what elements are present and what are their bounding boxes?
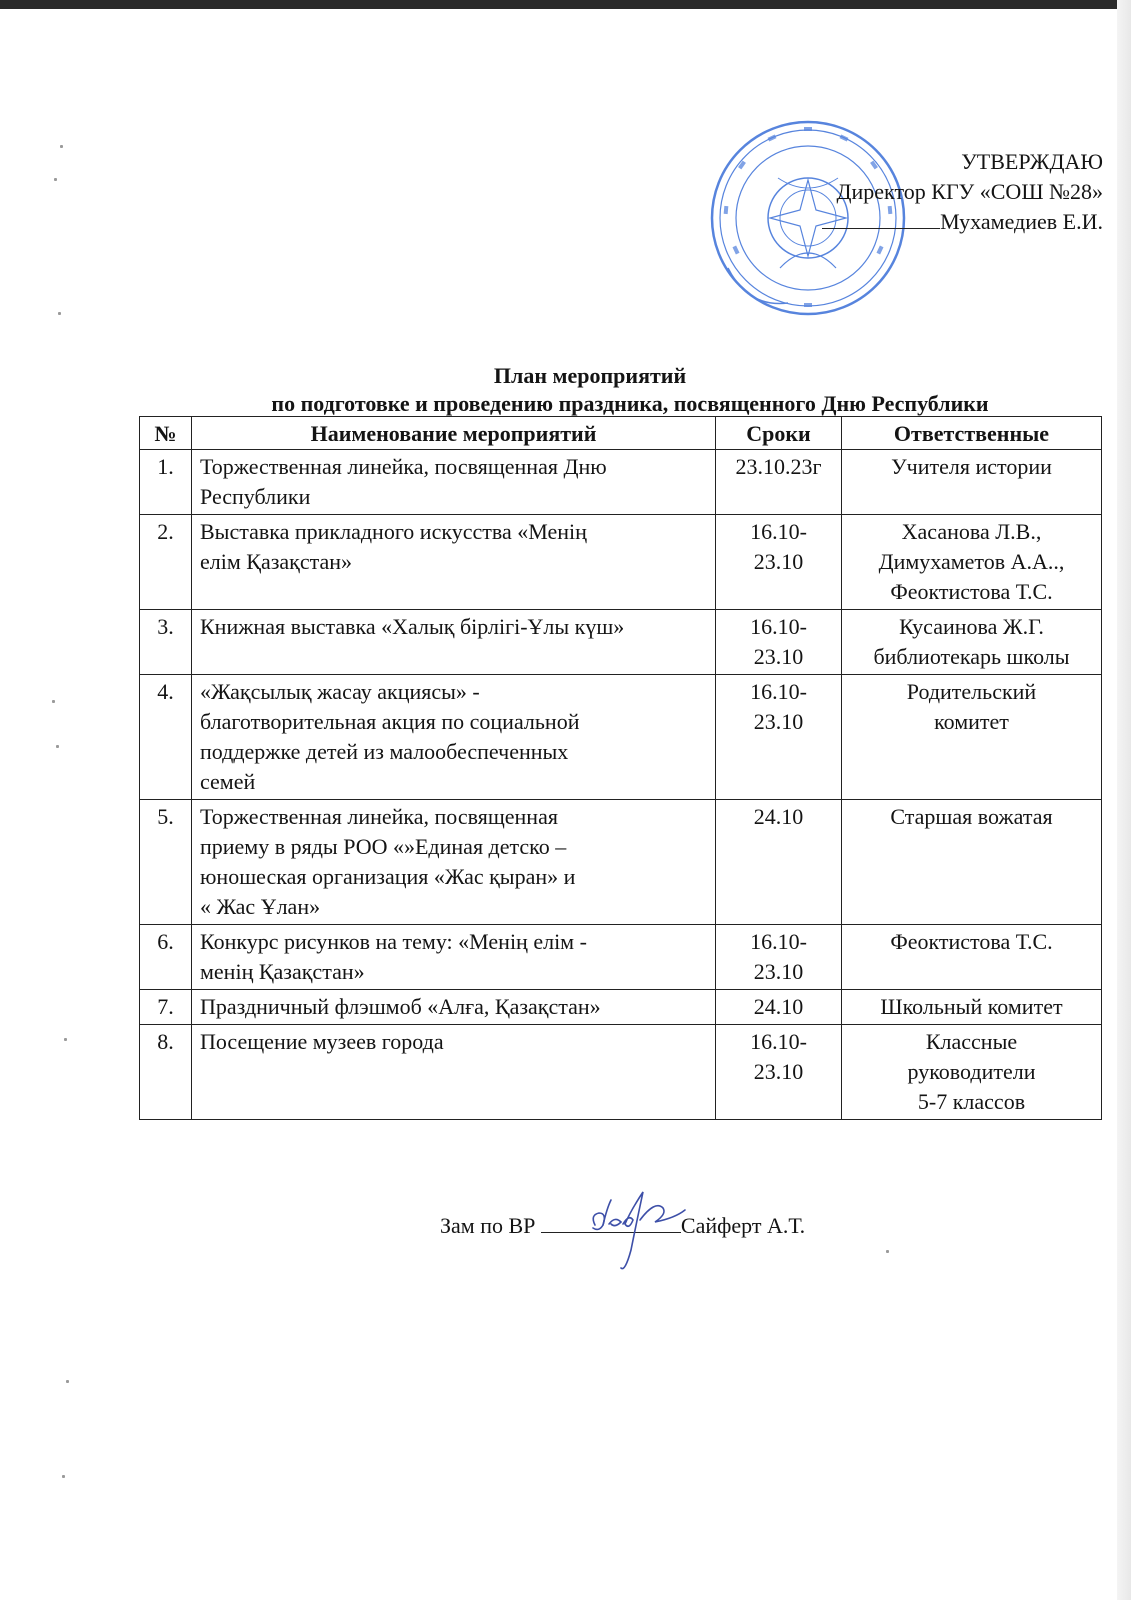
row-num: 7. bbox=[140, 990, 192, 1025]
event-name-line: « Жас Ұлан» bbox=[200, 894, 321, 919]
table-row bbox=[140, 800, 1102, 925]
event-name bbox=[192, 1025, 716, 1120]
event-responsible-line: Учителя истории bbox=[891, 454, 1052, 479]
scan-speck bbox=[52, 700, 55, 703]
event-term-line: 16.10- bbox=[750, 1029, 807, 1054]
event-name-line: поддержке детей из малообеспеченных bbox=[200, 739, 569, 764]
event-responsible bbox=[842, 610, 1102, 675]
event-term bbox=[716, 450, 842, 515]
event-term bbox=[716, 800, 842, 925]
event-name-line: Выставка прикладного искусства «Менің bbox=[200, 519, 587, 544]
scan-speck bbox=[886, 1250, 889, 1253]
scan-speck bbox=[54, 178, 57, 181]
header-num: № bbox=[140, 417, 192, 450]
event-responsible-line: комитет bbox=[934, 709, 1009, 734]
table-header-row bbox=[140, 417, 1102, 450]
scan-speck bbox=[62, 1475, 65, 1478]
approval-block bbox=[822, 147, 1103, 237]
event-term-line: 23.10 bbox=[753, 959, 804, 984]
signature-blank bbox=[822, 208, 940, 229]
event-responsible-line: Хасанова Л.В., bbox=[901, 519, 1042, 544]
event-name-line: «Жақсылық жасау акциясы» - bbox=[200, 679, 480, 704]
footer-position: Зам по ВР bbox=[440, 1213, 536, 1238]
event-term bbox=[716, 1025, 842, 1120]
table-row bbox=[140, 675, 1102, 800]
event-term-line: 23.10 bbox=[753, 1059, 804, 1084]
scan-speck bbox=[58, 312, 61, 315]
event-term-line: 24.10 bbox=[753, 804, 804, 829]
event-name-line: юношеская организация «Жас қыран» и bbox=[200, 864, 576, 889]
event-term-line: 23.10 bbox=[753, 549, 804, 574]
event-responsible bbox=[842, 450, 1102, 515]
event-responsible-line: Феоктистова Т.С. bbox=[890, 579, 1053, 604]
header-responsible: Ответственные bbox=[842, 417, 1102, 450]
event-name-line: приему в ряды РОО «»Единая детско – bbox=[200, 834, 567, 859]
row-num: 2. bbox=[140, 515, 192, 610]
event-responsible bbox=[842, 990, 1102, 1025]
handwritten-signature bbox=[585, 1180, 695, 1275]
event-responsible-line: Кусаинова Ж.Г. bbox=[899, 614, 1044, 639]
event-name bbox=[192, 800, 716, 925]
scan-speck bbox=[64, 1038, 67, 1041]
approval-name: Мухамедиев Е.И. bbox=[940, 209, 1103, 234]
event-term bbox=[716, 515, 842, 610]
table-row bbox=[140, 1025, 1102, 1120]
event-term bbox=[716, 610, 842, 675]
event-name-line: елім Қазақстан» bbox=[200, 549, 353, 574]
scan-top-border bbox=[0, 0, 1131, 9]
event-name bbox=[192, 515, 716, 610]
table-row bbox=[140, 610, 1102, 675]
row-num: 6. bbox=[140, 925, 192, 990]
event-name-line: семей bbox=[200, 769, 256, 794]
scan-right-edge bbox=[1117, 0, 1131, 1600]
event-name-line: Праздничный флэшмоб «Алға, Қазақстан» bbox=[200, 994, 601, 1019]
event-responsible-line: руководители bbox=[907, 1059, 1036, 1084]
event-term bbox=[716, 990, 842, 1025]
event-term-line: 23.10 bbox=[753, 709, 804, 734]
event-name bbox=[192, 610, 716, 675]
event-term-line: 16.10- bbox=[750, 929, 807, 954]
row-num: 5. bbox=[140, 800, 192, 925]
event-name bbox=[192, 675, 716, 800]
row-num: 8. bbox=[140, 1025, 192, 1120]
event-responsible bbox=[842, 800, 1102, 925]
title-line-2: по подготовке и проведению праздника, посвященного Дню Республики bbox=[271, 391, 989, 416]
event-responsible-line: Димухаметов А.А.., bbox=[878, 549, 1065, 574]
event-name-line: благотворительная акция по социальной bbox=[200, 709, 580, 734]
row-num: 4. bbox=[140, 675, 192, 800]
event-name-line: Посещение музеев города bbox=[200, 1029, 444, 1054]
scan-speck bbox=[66, 1380, 69, 1383]
approval-position: Директор КГУ «СОШ №28» bbox=[836, 179, 1103, 204]
event-name-line: Книжная выставка «Халық бірлігі-Ұлы күш» bbox=[200, 614, 625, 639]
event-responsible bbox=[842, 515, 1102, 610]
event-responsible-line: Классные bbox=[925, 1029, 1018, 1054]
event-responsible bbox=[842, 675, 1102, 800]
title-line-1: План мероприятий bbox=[493, 363, 687, 388]
event-name bbox=[192, 450, 716, 515]
event-term-line: 23.10.23г bbox=[735, 454, 822, 479]
event-responsible-line: Старшая вожатая bbox=[890, 804, 1053, 829]
header-term: Сроки bbox=[716, 417, 842, 450]
event-name-line: менің Қазақстан» bbox=[200, 959, 365, 984]
event-responsible-line: Феоктистова Т.С. bbox=[890, 929, 1053, 954]
scan-speck bbox=[60, 145, 63, 148]
table-row bbox=[140, 515, 1102, 610]
event-responsible bbox=[842, 1025, 1102, 1120]
event-term-line: 24.10 bbox=[753, 994, 804, 1019]
event-term-line: 16.10- bbox=[750, 679, 807, 704]
event-responsible-line: библиотекарь школы bbox=[873, 644, 1070, 669]
event-name-line: Конкурс рисунков на тему: «Менің елім - bbox=[200, 929, 587, 954]
footer-name: Сайферт А.Т. bbox=[680, 1213, 806, 1238]
event-term bbox=[716, 925, 842, 990]
event-term bbox=[716, 675, 842, 800]
header-name: Наименование мероприятий bbox=[192, 417, 716, 450]
event-responsible bbox=[842, 925, 1102, 990]
document-title bbox=[140, 362, 1100, 418]
approval-name-line bbox=[822, 207, 1103, 237]
event-responsible-line: Родительский bbox=[906, 679, 1037, 704]
table-body bbox=[140, 450, 1102, 1120]
event-name-line: Торжественная линейка, посвященная bbox=[200, 804, 558, 829]
table-row bbox=[140, 450, 1102, 515]
scan-speck bbox=[56, 745, 59, 748]
approval-heading: УТВЕРЖДАЮ bbox=[961, 149, 1103, 174]
event-name-line: Торжественная линейка, посвященная Дню bbox=[200, 454, 607, 479]
event-responsible-line: 5-7 классов bbox=[917, 1089, 1026, 1114]
event-name bbox=[192, 990, 716, 1025]
table-row bbox=[140, 925, 1102, 990]
row-num: 1. bbox=[140, 450, 192, 515]
event-name bbox=[192, 925, 716, 990]
events-plan-table bbox=[139, 416, 1102, 1120]
event-name-line: Республики bbox=[200, 484, 311, 509]
table-row bbox=[140, 990, 1102, 1025]
event-term-line: 23.10 bbox=[753, 644, 804, 669]
event-term-line: 16.10- bbox=[750, 614, 807, 639]
event-term-line: 16.10- bbox=[750, 519, 807, 544]
row-num: 3. bbox=[140, 610, 192, 675]
event-responsible-line: Школьный комитет bbox=[880, 994, 1063, 1019]
